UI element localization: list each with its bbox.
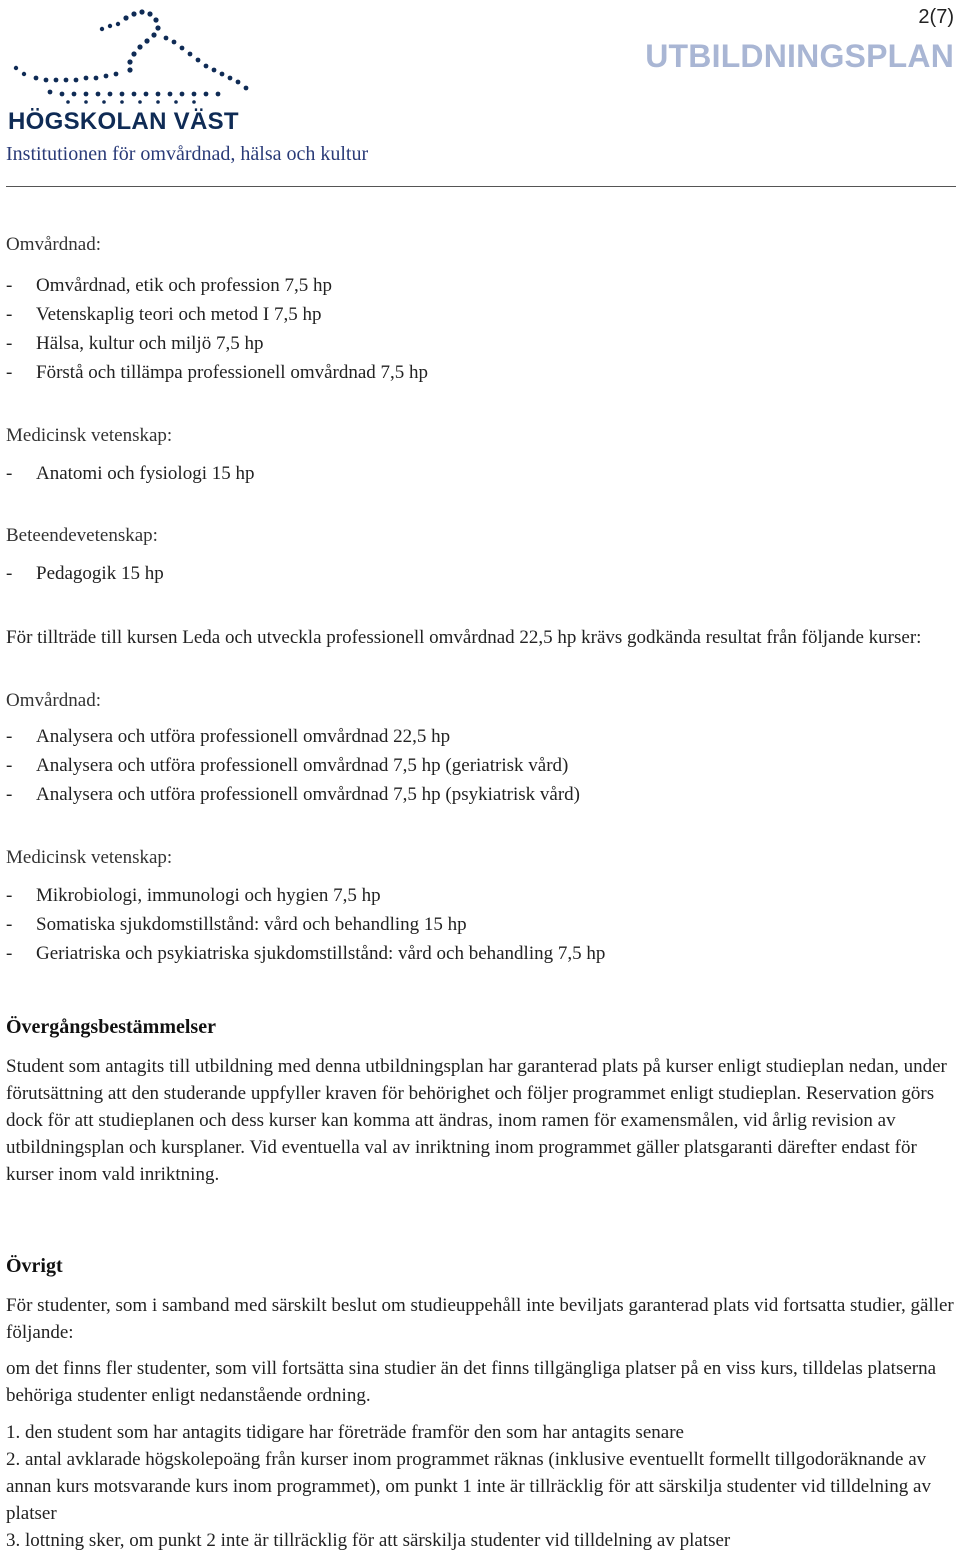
- list-item: - Analysera och utföra professionell omvårdnad 7,5 hp (psykiatrisk vård): [6, 784, 580, 805]
- list-item: - Anatomi och fysiologi 15 hp: [6, 463, 255, 484]
- list-item: - Somatiska sjukdomstillstånd: vård och behandling 15 hp: [6, 914, 467, 935]
- section-heading: Omvårdnad:: [6, 690, 101, 711]
- section-heading: Medicinsk vetenskap:: [6, 847, 173, 868]
- ordered-rule-1: 1. den student som har antagits tidigare har företräde framför den som har antagits senare: [6, 1422, 684, 1443]
- transition-rules-paragraph: Student som antagits till utbildning med denna utbildningsplan har garanterad plats på kurser enligt studieplan nedan, under förutsättning att den studerande uppfyller kraven för behörighet och följer programmet enligt studieplan. Reservation görs dock för att studieplanen och dess kurser kan komma att ändras, inom ramen för examensmålen, vid årlig revision av utbildningsplan och kursplaner. Vid eventuella val av inriktning inom programmet gäller platsgaranti därefter endast för kurser inom vald inriktning.: [6, 1056, 947, 1185]
- header-divider: [6, 186, 956, 187]
- section-heading: Omvårdnad:: [6, 234, 101, 255]
- list-item: - Hälsa, kultur och miljö 7,5 hp: [6, 333, 264, 354]
- list-item: - Förstå och tillämpa professionell omvårdnad 7,5 hp: [6, 362, 429, 383]
- other-title: Övrigt: [6, 1255, 63, 1277]
- page-number: 2(7): [918, 6, 954, 28]
- ordered-rule-3: 3. lottning sker, om punkt 2 inte är tillräcklig för att särskilja studenter vid tilldelning av platser: [6, 1530, 731, 1551]
- other-paragraph-2: om det finns fler studenter, som vill fortsätta sina studier än det finns tillgängliga platser på en viss kurs, tilldelas platserna behöriga studenter enligt nedanstående ordning.: [6, 1358, 937, 1406]
- ordered-rule-2: 2. antal avklarade högskolepoäng från kurser inom programmet räknas (inklusive eventuellt formellt tillgodoräknande av annan kurs motsvarande kurs inom programmet), om punkt 1 inte är tillräcklig för att särskilja studenter vid tilldelning av platser: [6, 1449, 931, 1524]
- list-item: - Mikrobiologi, immunologi och hygien 7,5 hp: [6, 885, 381, 906]
- page-header: [0, 0, 960, 188]
- section-heading: Beteendevetenskap:: [6, 525, 158, 546]
- institution-name: Institutionen för omvårdnad, hälsa och kultur: [6, 143, 369, 165]
- section-heading: Medicinsk vetenskap:: [6, 425, 173, 446]
- list-item: - Analysera och utföra professionell omvårdnad 22,5 hp: [6, 726, 451, 747]
- requirement-paragraph: För tillträde till kursen Leda och utveckla professionell omvårdnad 22,5 hp krävs godkända resultat från följande kurser:: [6, 627, 922, 648]
- logo-wordmark: HÖGSKOLAN VÄST: [8, 108, 239, 135]
- list-item: - Omvårdnad, etik och profession 7,5 hp: [6, 275, 333, 296]
- transition-rules-title: Övergångsbestämmelser: [6, 1016, 216, 1038]
- list-item: - Analysera och utföra professionell omvårdnad 7,5 hp (geriatrisk vård): [6, 755, 569, 776]
- list-item: - Pedagogik 15 hp: [6, 563, 164, 584]
- document-title: UTBILDNINGSPLAN: [645, 38, 954, 74]
- list-item: - Geriatriska och psykiatriska sjukdomstillstånd: vård och behandling 7,5 hp: [6, 943, 606, 964]
- other-paragraph-1: För studenter, som i samband med särskilt beslut om studieuppehåll inte beviljats garanterad plats vid fortsatta studier, gäller följande:: [6, 1295, 954, 1343]
- list-item: - Vetenskaplig teori och metod I 7,5 hp: [6, 304, 322, 325]
